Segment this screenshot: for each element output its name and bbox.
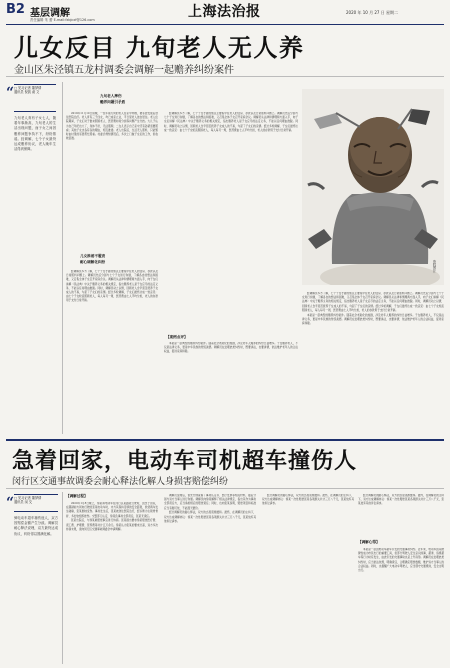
- paragraph: 本案是一起因电动车超车引发的交通事故纠纷。近年来，电动车因其便捷性成为市民出行的重要工具，但部分驾驶人安全意识淡薄，超速、违规超车等行为时有发生，由此引发的交通事故也呈上升趋势。调解员在处理此类纠纷时，应当依法依规，明确责任，合理确定赔偿数额，维护双方当事人的合法权益。同时，也提醒广大电动车驾驶人，应当遵守交通规则，安全文明出行。: [358, 548, 444, 573]
- article2-body-b: [164, 494, 256, 664]
- photo-credit: 资料图片: [432, 260, 436, 273]
- article2-section-label: 【调解过程】: [66, 494, 88, 498]
- article1-body-a-cont: [164, 112, 298, 330]
- issue-date: 2020 年 10 月 27 日 星期二: [346, 10, 398, 15]
- paragraph: 经过调解员的耐心释法，双方的态度逐渐缓和。最终，在调解员的主持下，双方达成调解协议：徐某一次性赔偿张某各项损失共计三万八千元，张某放弃其他诉讼请求。: [262, 494, 354, 506]
- paragraph: 本案是一起典型的赡养纠纷案件。随着社会老龄化的加剧，涉及老年人赡养的纠纷日益增多。子女赡养老人，不仅是法律义务，更是中华民族的传统美德。调解员在处理此类纠纷时，既要讲法，也要讲情，依法维护老年人的合法权益，促进家庭和睦。: [164, 342, 298, 354]
- article1-body-b: [66, 270, 158, 436]
- paragraph: 经过调解员的耐心释法，双方的态度逐渐缓和。最终，在调解员的主持下，双方达成调解协议：徐某一次性赔偿张某各项损失共计三万八千元，张某放弃其他诉讼请求。: [164, 511, 256, 523]
- paragraph: 2020年1月8日晚上，徐某骑电动车在闵行区某路段行驶时，因急于回家，在超越前方同向行驶的张某电动车时，未与其保持足够的安全距离，致使两车发生碰撞，张某倒地受伤。事故发生后，张某被送往医院治疗，经诊断为左锁骨骨折、多处软组织挫伤。交警部门认定，徐某负事故全部责任，张某无责任。: [66, 502, 158, 518]
- article-separator: [6, 439, 444, 441]
- masthead-rule: [6, 24, 444, 25]
- article1-head-rule: [6, 76, 444, 77]
- article2-body-e: [358, 548, 444, 664]
- column-divider: [62, 492, 63, 664]
- header-meta: 责任编辑 朱 蕾 E-mail:fzbjcxf@126.com: [30, 18, 95, 22]
- paper-name-logo: 上海法治报: [188, 4, 261, 20]
- section-title: 基层调解: [30, 8, 70, 19]
- article2-subheadline: 闵行区交通事故调委会耐心释法化解人身损害赔偿纠纷: [12, 477, 229, 487]
- article1-subhead-a: 九旬老人摔伤: [100, 94, 122, 98]
- article1-subhead-d: 耐心调解化纠纷: [80, 260, 106, 264]
- article2-lead: 骑电动车超车撞伤他人，双方因赔偿金额产生分歧。调解员耐心释法说理，双方最终达成协议，纠纷得以圆满化解。: [14, 516, 58, 536]
- article1-lead: 九旬老人育有子女七人，随着年事渐高，九旬老人的生活出现问题，而子女之间因赡养问题争执不下，纷纷推诿。经调解，七个子女最终达成赡养协议，老人晚年生活得到保障。: [14, 116, 56, 152]
- article2-body-d: [358, 494, 444, 536]
- article1-subheadline: 金山区朱泾镇五龙村调委会调解一起赡养纠纷案件: [14, 65, 234, 76]
- page-badge: B2: [6, 2, 25, 17]
- article1-subhead-c: 儿女推诿不履责: [80, 254, 106, 258]
- paragraph: 经调解员多方了解，七个子女矛盾的焦点主要集中在老人的住房、存款以及日常照料问题上。调解员先后分别与七个子女进行沟通，了解各自的想法和困难，又召集全体子女召开家庭会议。调解员从法律和情理两方面入手，向子女们讲解《民法典》中关于赡养义务的相关规定，指出赡养老人是子女应尽的法定义务，不能以任何理由推脱。同时，调解员动之以情，回顾老人含辛茹苦抚养子女成人的不易，勾起了子女们的亲情。经过多轮调解，子女们最终达成一致意见：由七个子女轮流照顾老人，每人每月一周，医药费由七人平均分担，老人的存款用于支付日常开销。: [164, 112, 298, 132]
- article1-byline: □ 见习记者 董梦倩 通讯员 倪凯 俞 文: [14, 84, 56, 112]
- article1-headline: 儿女反目 九旬老人无人养: [14, 34, 305, 62]
- article2-head-rule: [6, 488, 444, 489]
- elderly-man-illustration: [302, 89, 444, 285]
- article2-body-a: [66, 502, 158, 664]
- column-divider: [62, 82, 63, 434]
- article1-subhead-b: 赡养问题引矛盾: [100, 100, 126, 104]
- article1-body-d: [302, 292, 444, 434]
- paragraph: 经调解员多方了解，七个子女矛盾的焦点主要集中在老人的住房、存款以及日常照料问题上。调解员先后分别与七个子女进行沟通，了解各自的想法和困难，又召集全体子女召开家庭会议。调解员从法律和情理两方面入手，向子女们讲解《民法典》中关于赡养义务的相关规定，指出赡养老人是子女应尽的法定义务，不能以任何理由推脱。同时，调解员动之以情，回顾老人含辛茹苦抚养子女成人的不易，勾起了子女们的亲情。经过多轮调解，子女们最终达成一致意见：由七个子女轮流照顾老人，每人每月一周，医药费由七人平均分担，老人的存款用于支付日常开销。: [66, 270, 158, 303]
- article1-body-c: [164, 342, 298, 434]
- article2-body-c: [262, 494, 354, 664]
- article1-body-a: [66, 112, 158, 248]
- paragraph: 2019年11月10日傍晚，一位年逾九旬的老人在家中摔倒，被邻居发现后送往医院治疗。老人育有三子四女，均已成家立业，平日里老人独自居住。老人住院期间，子女们对于谁来照顾老人、医药费如何分担等问题产生分歧。大儿子认为自己年纪也大了，身体不好，无法照顾；二女儿表示自己家中还有孙辈需要照看；其他子女也各有各的理由，相互推诿。老人出院后，生活无人照料，只能暂时由村里的邻居帮忙照看。村委会得知情况后，多次上门做子女们的工作，但收效甚微。: [66, 112, 158, 141]
- article2-quote-mark: “: [6, 495, 15, 511]
- article1-case-label: 【案例点评】: [166, 335, 188, 339]
- article2-byline: □ 见习记者 董梦倩 通讯员 闵 交: [14, 494, 58, 512]
- article1-quote-mark: “: [6, 85, 15, 101]
- paragraph: 本案是一起典型的赡养纠纷案件。随着社会老龄化的加剧，涉及老年人赡养的纠纷日益增多。子女赡养老人，不仅是法律义务，更是中华民族的传统美德。调解员在处理此类纠纷时，既要讲法，也要讲情，依法维护老年人的合法权益，促进家庭和睦。: [302, 313, 444, 326]
- article2-headline: 急着回家，电动车司机超车撞伤人: [12, 449, 358, 474]
- article2-case-label: 【调解心得】: [358, 540, 380, 544]
- paragraph: 经调解员多方了解，七个子女矛盾的焦点主要集中在老人的住房、存款以及日常照料问题上。调解员先后分别与七个子女进行沟通，了解各自的想法和困难，又召集全体子女召开家庭会议。调解员从法律和情理两方面入手，向子女们讲解《民法典》中关于赡养义务的相关规定，指出赡养老人是子女应尽的法定义务，不能以任何理由推脱。同时，调解员动之以情，回顾老人含辛茹苦抚养子女成人的不易，勾起了子女们的亲情。经过多轮调解，子女们最终达成一致意见：由七个子女轮流照顾老人，每人每月一周，医药费由七人平均分担，老人的存款用于支付日常开销。: [302, 292, 444, 312]
- article1-photo: [302, 89, 444, 285]
- paragraph: 经过调解员的耐心释法，双方的态度逐渐缓和。最终，在调解员的主持下，双方达成调解协议：徐某一次性赔偿张某各项损失共计三万八千元，张某放弃其他诉讼请求。: [358, 494, 444, 506]
- paragraph: 张某出院后，与徐某就赔偿事宜进行协商。张某提出要求徐某赔偿医疗费、误工费、护理费、营养费等共计五万余元。徐某认为张某的要求过高，双方多次协商未果，遂向闵行区交通事故调委会申请调解。: [66, 519, 158, 531]
- paragraph: 调解员受理后，首先仔细查看了事故认定书、医疗发票等相关材料，随后分别与双方当事人进行沟通。调解员向徐某解释了相关法律规定，指出其作为事故全部责任方，应当承担相应的赔偿责任；同时，也向张某说明，赔偿项目和标准应当有据可依，不能漫天要价。: [164, 494, 256, 510]
